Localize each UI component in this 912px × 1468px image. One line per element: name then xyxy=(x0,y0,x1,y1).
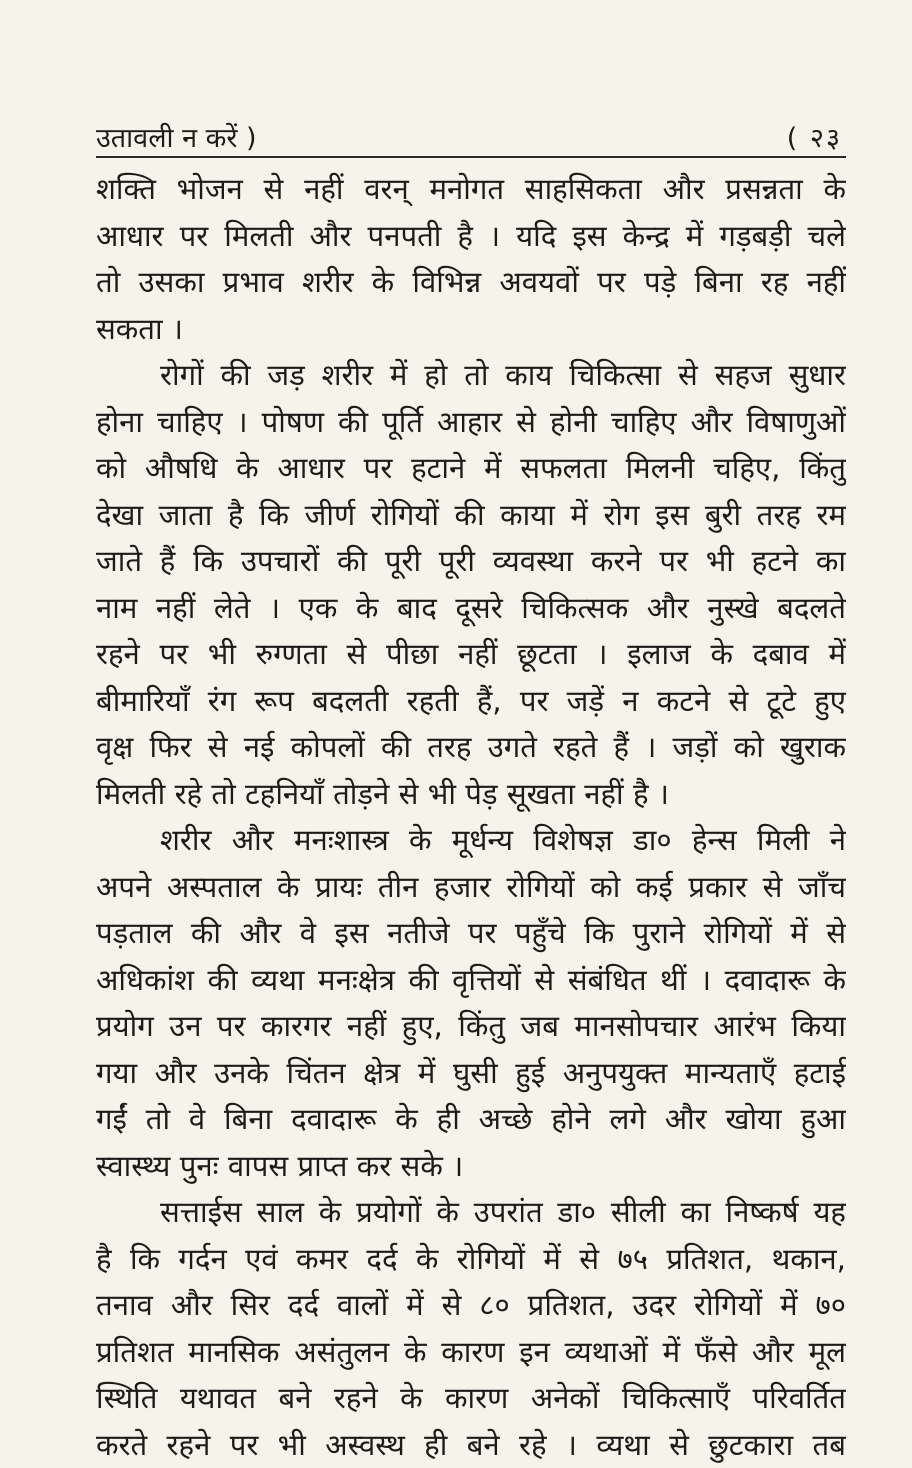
running-header xyxy=(96,112,846,158)
text-line: स्वास्थ्य पुनः वापस प्राप्त कर सके । xyxy=(96,1143,846,1190)
text-line: तनाव और सिर दर्द वालों में से ८० प्रतिशत, उदर रोगियों में ७० xyxy=(96,1282,846,1329)
text-line: रोगों की जड़ शरीर में हो तो काय चिकित्सा से सहज सुधार xyxy=(96,352,846,399)
text-line: देखा जाता है कि जीर्ण रोगियों की काया में रोग इस बुरी तरह रम xyxy=(96,492,846,539)
text-line: प्रयोग उन पर कारगर नहीं हुए, किंतु जब मानसोपचार आरंभ किया xyxy=(96,1003,846,1050)
text-line: रहने पर भी रुग्णता से पीछा नहीं छूटता । इलाज के दबाव में xyxy=(96,631,846,678)
text-line: गईं तो वे बिना दवादारू के ही अच्छे होने लगे और खोया हुआ xyxy=(96,1096,846,1143)
text-line: वृक्ष फिर से नई कोपलों की तरह उगते रहते हैं । जड़ों को खुराक xyxy=(96,724,846,771)
text-line: स्थिति यथावत बने रहने के कारण अनेकों चिकित्साएँ परिवर्तित xyxy=(96,1375,846,1422)
paragraph-4 xyxy=(96,1189,846,1468)
text-line: तो उसका प्रभाव शरीर के विभिन्न अवयवों पर पड़े बिना रह नहीं xyxy=(96,259,846,306)
body-text xyxy=(96,166,846,1468)
text-line: शरीर और मनःशास्त्र के मूर्धन्य विशेषज्ञ डा० हेन्स मिली ने xyxy=(96,817,846,864)
chapter-title: उतावली न करें ) xyxy=(96,118,257,155)
text-line: करते रहने पर भी अस्वस्थ ही बने रहे । व्यथा से छुटकारा तब xyxy=(96,1422,846,1468)
text-line: सत्ताईस साल के प्रयोगों के उपरांत डा० सीली का निष्कर्ष यह xyxy=(96,1189,846,1236)
paragraph-3 xyxy=(96,817,846,1189)
text-line: होना चाहिए । पोषण की पूर्ति आहार से होनी चाहिए और विषाणुओं xyxy=(96,399,846,446)
text-line: मिलती रहे तो टहनियाँ तोड़ने से भी पेड़ सूखता नहीं है । xyxy=(96,771,846,818)
text-line: आधार पर मिलती और पनपती है । यदि इस केन्द्र में गड़बड़ी चले xyxy=(96,213,846,260)
text-line: अपने अस्पताल के प्रायः तीन हजार रोगियों को कई प्रकार से जाँच xyxy=(96,864,846,911)
text-line: प्रतिशत मानसिक असंतुलन के कारण इन व्यथाओं में फँसे और मूल xyxy=(96,1329,846,1376)
text-line: को औषधि के आधार पर हटाने में सफलता मिलनी चहिए, किंतु xyxy=(96,445,846,492)
text-line: जाते हैं कि उपचारों की पूरी पूरी व्यवस्था करने पर भी हटने का xyxy=(96,538,846,585)
text-line: शक्ति भोजन से नहीं वरन् मनोगत साहसिकता और प्रसन्नता के xyxy=(96,166,846,213)
text-line: बीमारियाँ रंग रूप बदलती रहती हैं, पर जड़ें न कटने से टूटे हुए xyxy=(96,678,846,725)
text-line: है कि गर्दन एवं कमर दर्द के रोगियों में से ७५ प्रतिशत, थकान, xyxy=(96,1236,846,1283)
text-line: सकता । xyxy=(96,306,846,353)
paragraph-1 xyxy=(96,166,846,352)
text-line: पड़ताल की और वे इस नतीजे पर पहुँचे कि पुराने रोगियों में से xyxy=(96,910,846,957)
text-line: नाम नहीं लेते । एक के बाद दूसरे चिकित्सक और नुस्खे बदलते xyxy=(96,585,846,632)
text-line: गया और उनके चिंतन क्षेत्र में घुसी हुई अनुपयुक्त मान्यताएँ हटाई xyxy=(96,1050,846,1097)
paragraph-2 xyxy=(96,352,846,817)
text-line: अधिकांश की व्यथा मनःक्षेत्र की वृत्तियों से संबंधित थीं । दवादारू के xyxy=(96,957,846,1004)
page-number: ( २३ xyxy=(787,118,842,155)
